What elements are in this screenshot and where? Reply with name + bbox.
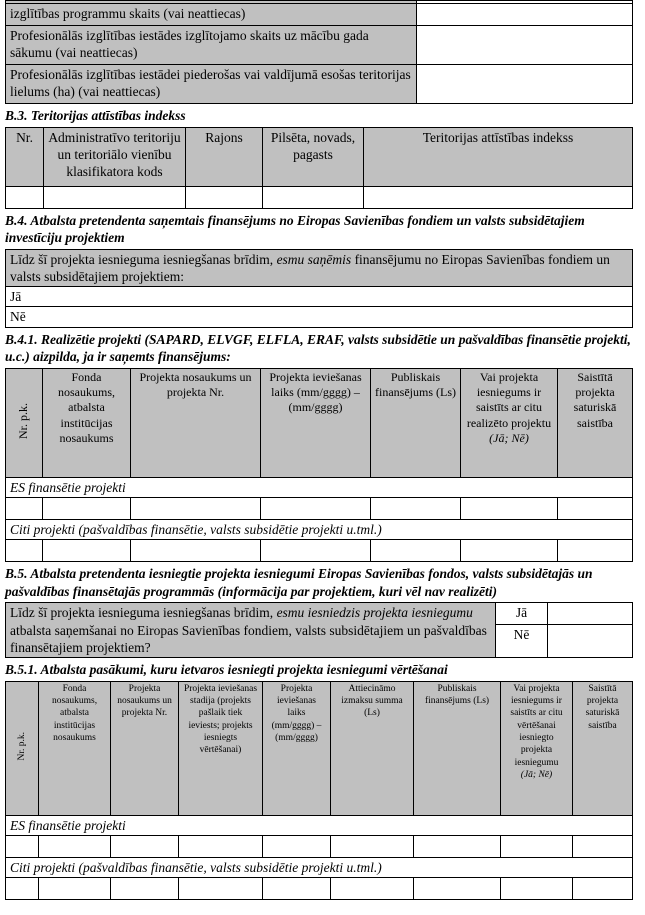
column-header: Saistītā projekta saturiskā saistība — [558, 368, 633, 477]
section-heading-b4: B.4. Atbalsta pretendenta saņemtais finansējums no Eiropas Savienības fondiem un valsts subsidētajiem investīciju projektiem — [5, 212, 585, 246]
input-cell[interactable] — [43, 498, 131, 520]
section-label-es: ES finansētie projekti — [6, 477, 633, 497]
input-cell[interactable] — [263, 836, 331, 858]
statement-suffix: atbalsta saņemšanai no Eiropas Savienības fondiem, valsts subsidētajiem un pašvaldības finansētajiem projektiem? — [10, 622, 487, 655]
column-header: Attiecināmo izmaksu summa (Ls) — [331, 681, 414, 815]
input-cell[interactable] — [44, 186, 186, 208]
input-cell[interactable] — [331, 878, 414, 900]
input-cell[interactable] — [131, 540, 261, 562]
input-cell[interactable] — [261, 540, 371, 562]
column-header: Nr. p.k. — [6, 681, 39, 815]
input-cell[interactable] — [558, 498, 633, 520]
input-cell[interactable] — [364, 186, 633, 208]
input-cell[interactable] — [417, 26, 633, 65]
statement-text — [6, 603, 496, 658]
table-row — [6, 249, 633, 287]
section-heading-b51: B.5.1. Atbalsta pasākumi, kuru ietvaros iesniegti projekta iesniegumi vērtēšanai — [5, 662, 448, 678]
column-header-note: (Jā; Nē) — [489, 430, 529, 445]
input-cell[interactable] — [548, 603, 633, 624]
table-row — [6, 836, 633, 858]
input-cell[interactable] — [43, 540, 131, 562]
statement-prefix: Līdz šī projekta iesnieguma iesniegšanas brīdim, — [10, 605, 277, 621]
input-cell[interactable] — [501, 836, 573, 858]
input-cell[interactable] — [573, 878, 633, 900]
input-cell[interactable] — [6, 836, 39, 858]
input-cell[interactable] — [111, 878, 179, 900]
table-row — [6, 603, 633, 624]
statement-text — [6, 249, 633, 287]
section-label-citi: Citi projekti (pašvaldības finansētie, valsts subsidētie projekti u.tml.) — [6, 520, 633, 540]
input-cell[interactable] — [6, 878, 39, 900]
input-cell[interactable] — [558, 540, 633, 562]
received-funding-question-table — [5, 249, 633, 328]
table-row — [6, 498, 633, 520]
input-cell[interactable] — [6, 540, 43, 562]
section-heading-b41: B.4.1. Realizētie projekti (SAPARD, ELVGF, ELFLA, ERAF, valsts subsidētie un pašvaldības finansētie projekti, u.c.) aizpilda, ja ir saņemts finansējums: — [5, 331, 631, 365]
table-row — [6, 65, 633, 104]
input-cell[interactable] — [371, 498, 461, 520]
section-label-es: ES finansētie projekti — [6, 815, 633, 835]
table-row — [6, 4, 633, 26]
column-header: Projekta ieviešanas laiks (mm/gggg) – (mm/gggg) — [263, 681, 331, 815]
input-cell[interactable] — [179, 836, 263, 858]
input-cell[interactable] — [39, 878, 111, 900]
column-header: Projekta nosaukums un projekta Nr. — [111, 681, 179, 815]
table-section-row — [6, 477, 633, 497]
column-header: Publiskais finansējums (Ls) — [414, 681, 501, 815]
field-label: izglītības programmu skaits (vai neattiecas) — [6, 4, 417, 26]
column-header: Fonda nosaukums, atbalsta institūcijas nosaukums — [39, 681, 111, 815]
section-heading-b5: B.5. Atbalsta pretendenta iesniegtie projekta iesniegumi Eiropas Savienības fondos, valsts subsidētajās un pašvaldības finansētajās programmās (informācija par projektiem, kuri vēl nav realizēti) — [5, 566, 593, 599]
option-yes[interactable]: Jā — [496, 603, 548, 624]
table-header-row — [6, 681, 633, 815]
submitted-applications-question-table — [5, 602, 633, 658]
input-cell[interactable] — [414, 836, 501, 858]
field-label: Profesionālās izglītības iestādei piederošas vai valdījumā esošas teritorijas lielums (ha) (vai neattiecas) — [6, 65, 417, 104]
statement-prefix: Līdz šī projekta iesnieguma iesniegšanas brīdim, — [10, 251, 277, 267]
table-row — [6, 26, 633, 65]
option-yes[interactable]: Jā — [6, 287, 633, 307]
input-cell[interactable] — [179, 878, 263, 900]
table-row — [6, 186, 633, 208]
territory-index-table — [5, 127, 633, 209]
table-section-row — [6, 815, 633, 835]
column-header: Teritorijas attīstības indekss — [364, 127, 633, 186]
input-cell[interactable] — [186, 186, 263, 208]
input-cell[interactable] — [6, 186, 44, 208]
input-cell[interactable] — [417, 4, 633, 26]
input-cell[interactable] — [39, 836, 111, 858]
input-cell[interactable] — [417, 65, 633, 104]
input-cell[interactable] — [548, 624, 633, 658]
column-header-text: Vai projekta iesniegums ir saistīts ar citu realizēto projektu — [466, 369, 552, 430]
section-heading-b3: B.3. Teritorijas attīstības indekss — [5, 108, 186, 123]
table-header-row — [6, 368, 633, 477]
column-header: Rajons — [186, 127, 263, 186]
statement-italic: esmu iesniedzis projekta iesniegumu — [276, 605, 473, 621]
input-cell[interactable] — [131, 498, 261, 520]
input-cell[interactable] — [6, 498, 43, 520]
table-row — [6, 287, 633, 307]
input-cell[interactable] — [573, 836, 633, 858]
table-header-row — [6, 127, 633, 186]
input-cell[interactable] — [331, 836, 414, 858]
column-header-note: (Jā; Nē) — [520, 770, 553, 781]
column-header: Saistītā projekta saturiskā saistība — [573, 681, 633, 815]
column-header-text: Vai projekta iesniegums ir saistīts ar citu vērtēšanai iesniegto projekta iesniegumu — [510, 683, 563, 768]
option-no[interactable]: Nē — [496, 624, 548, 658]
statement-suffix: finansējumu no Eiropas Savienības fondiem un valsts subsidētajiem projektiem: — [10, 251, 610, 284]
column-header — [461, 368, 558, 477]
column-header: Administratīvo teritoriju un teritoriālo vienību klasifikatora kods — [44, 127, 186, 186]
field-label: Profesionālās izglītības iestādes izglītojamo skaits uz mācību gada sākumu (vai neattiecas) — [6, 26, 417, 65]
option-no[interactable]: Nē — [6, 307, 633, 327]
input-cell[interactable] — [263, 878, 331, 900]
table-section-row — [6, 858, 633, 878]
input-cell[interactable] — [461, 540, 558, 562]
column-header: Pilsēta, novads, pagasts — [263, 127, 364, 186]
section-label-citi: Citi projekti (pašvaldības finansētie, valsts subsidētie projekti u.tml.) — [6, 858, 633, 878]
input-cell[interactable] — [261, 498, 371, 520]
education-institution-table — [5, 0, 633, 104]
column-header: Projekta ieviešanas stadija (projekts pašlaik tiek ieviests; projekts iesniegts vērtēšanai) — [179, 681, 263, 815]
column-header — [501, 681, 573, 815]
input-cell[interactable] — [461, 498, 558, 520]
column-header: Nr. — [6, 127, 44, 186]
column-header: Publiskais finansējums (Ls) — [371, 368, 461, 477]
table-section-row — [6, 520, 633, 540]
statement-italic: esmu saņēmis — [276, 251, 352, 267]
table-row — [6, 540, 633, 562]
column-header: Fonda nosaukums, atbalsta institūcijas nosaukums — [43, 368, 131, 477]
column-header: Nr. p.k. — [6, 368, 43, 477]
input-cell[interactable] — [111, 836, 179, 858]
input-cell[interactable] — [371, 540, 461, 562]
submitted-applications-table — [5, 681, 633, 901]
column-header: Projekta nosaukums un projekta Nr. — [131, 368, 261, 477]
input-cell[interactable] — [501, 878, 573, 900]
input-cell[interactable] — [414, 878, 501, 900]
input-cell[interactable] — [263, 186, 364, 208]
realized-projects-table — [5, 368, 633, 563]
column-header: Projekta ieviešanas laiks (mm/gggg) – (mm/gggg) — [261, 368, 371, 477]
table-row — [6, 878, 633, 900]
table-row — [6, 307, 633, 327]
